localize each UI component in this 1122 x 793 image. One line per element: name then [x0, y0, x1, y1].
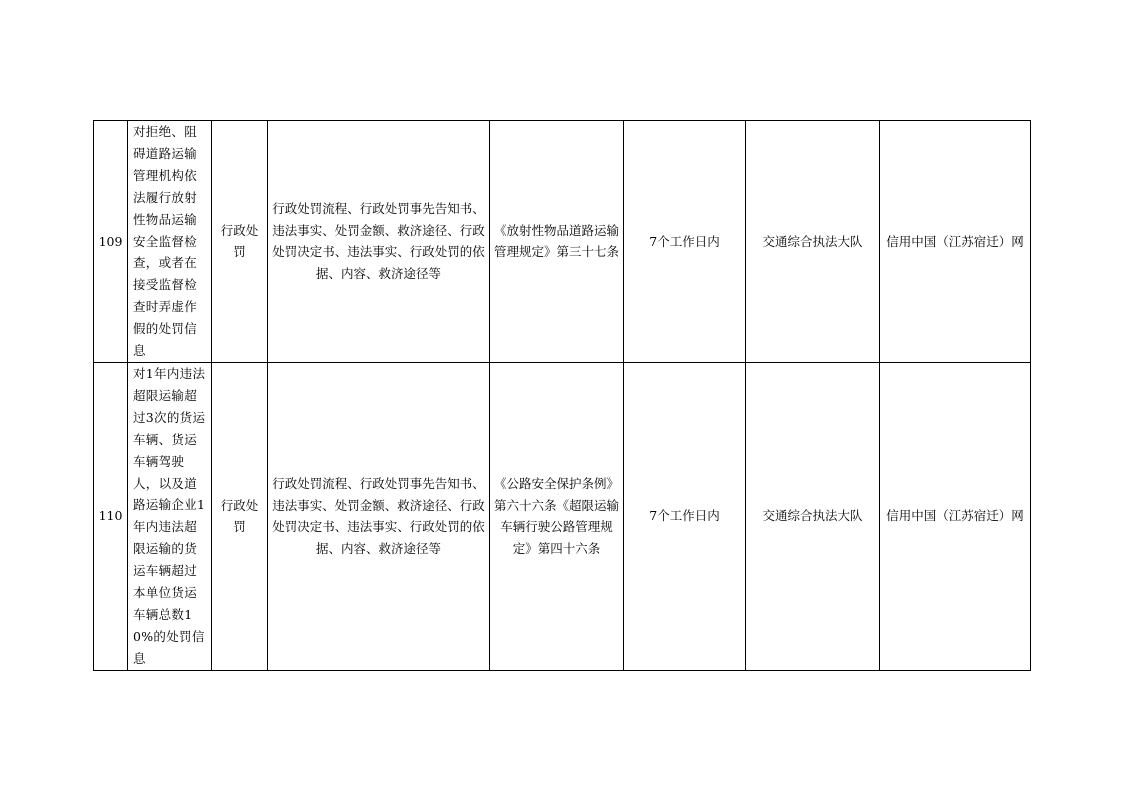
item-cell: 对1年内违法超限运输超过3次的货运车辆、货运车辆驾驶人，以及道路运输企业1年内违法超限运输的货运车辆超过本单位货运车辆总数10%的处罚信息: [128, 362, 212, 670]
time-limit-cell: 7个工作日内: [624, 362, 746, 670]
channel-cell: 信用中国（江苏宿迁）网: [880, 362, 1031, 670]
seq-cell: 109: [94, 121, 128, 363]
basis-cell: 《公路安全保护条例》第六十六条《超限运输车辆行驶公路管理规定》第四十六条: [490, 362, 624, 670]
basis-cell: 《放射性物品道路运输管理规定》第三十七条: [490, 121, 624, 363]
content-cell: 行政处罚流程、行政处罚事先告知书、违法事实、处罚金额、救济途径、行政处罚决定书、违法事实、行政处罚的依据、内容、救济途径等: [268, 121, 490, 363]
table-row: [94, 362, 1031, 670]
disclosure-table: [93, 120, 1031, 671]
category-cell: 行政处罚: [212, 121, 268, 363]
seq-cell: 110: [94, 362, 128, 670]
category-cell: 行政处罚: [212, 362, 268, 670]
time-limit-cell: 7个工作日内: [624, 121, 746, 363]
agency-cell: 交通综合执法大队: [746, 362, 880, 670]
table-row: [94, 121, 1031, 363]
content-cell: 行政处罚流程、行政处罚事先告知书、违法事实、处罚金额、救济途径、行政处罚决定书、违法事实、行政处罚的依据、内容、救济途径等: [268, 362, 490, 670]
item-cell: 对拒绝、阻碍道路运输管理机构依法履行放射性物品运输安全监督检查，或者在接受监督检查时弄虚作假的处罚信息: [128, 121, 212, 363]
agency-cell: 交通综合执法大队: [746, 121, 880, 363]
channel-cell: 信用中国（江苏宿迁）网: [880, 121, 1031, 363]
